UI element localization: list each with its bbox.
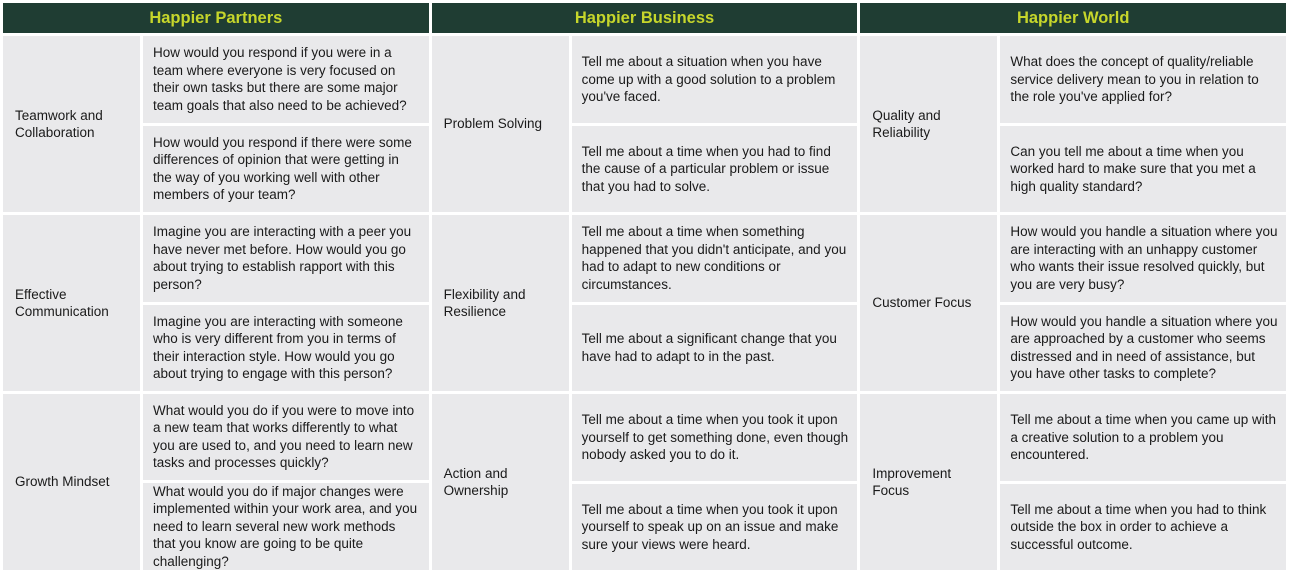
question-list <box>569 36 858 212</box>
competency-group <box>432 215 858 391</box>
question-cell: Tell me about a situation when you have come up with a good solution to a problem you've faced. <box>581 54 836 104</box>
question-cell: Tell me about a time when something happened that you didn't anticipate, and you had to adapt to new conditions or circumstances. <box>581 224 847 292</box>
competency-label: Improvement Focus <box>872 465 952 498</box>
section-happier-world <box>860 3 1286 570</box>
competency-label: Flexibility and Resilience <box>443 286 526 319</box>
section-header: Happier World <box>860 3 1286 33</box>
competency-group <box>432 394 858 570</box>
question-list <box>569 394 858 570</box>
question-cell: How would you respond if you were in a team where everyone is very focused on their own tasks but there are some major team goals that also need to be achieved? <box>153 45 407 113</box>
question-cell: Tell me about a significant change that you have had to adapt to in the past. <box>572 302 858 392</box>
question-cell: What would you do if you were to move into a new team that works differently to what you are used to, and you need to learn new tasks and processes quickly? <box>153 402 415 471</box>
question-cell: Can you tell me about a time when you worked hard to make sure that you met a high quality standard? <box>1000 123 1286 213</box>
question-cell: Tell me about a time when you took it upon yourself to speak up on an issue and make sure your views were heard. <box>572 481 858 571</box>
question-list <box>997 215 1286 391</box>
question-cell: Tell me about a time when you took it upon yourself to get something done, even though nobody asked you to do it. <box>581 412 849 462</box>
question-list <box>140 394 429 570</box>
competency-label: Quality and Reliability <box>872 107 941 140</box>
question-cell: Imagine you are interacting with a peer you have never met before. How would you go about trying to establish rapport with this person? <box>153 224 412 292</box>
question-cell: Tell me about a time when you had to find the cause of a particular problem or issue that you had to solve. <box>572 123 858 213</box>
competency-label: Effective Communication <box>15 286 109 319</box>
question-cell: What would you do if major changes were implemented within your work area, and you need to learn several new work methods that you know are going to be quite challenging? <box>143 480 429 571</box>
question-list <box>569 215 858 391</box>
question-list <box>997 394 1286 570</box>
question-cell: Tell me about a time when you had to think outside the box in order to achieve a successful outcome. <box>1000 481 1286 571</box>
competency-label: Problem Solving <box>443 116 542 132</box>
competency-label: Growth Mindset <box>15 474 110 490</box>
section-happier-partners <box>3 3 429 570</box>
question-cell: How would you respond if there were some differences of opinion that were getting in the way of you working well with other members of your team? <box>143 123 429 213</box>
question-list <box>997 36 1286 212</box>
competency-label: Action and Ownership <box>443 465 509 498</box>
question-cell: Tell me about a time when you came up with a creative solution to a problem you encountered. <box>1010 412 1276 462</box>
interview-question-table <box>3 3 1286 570</box>
competency-group <box>860 215 1286 391</box>
section-happier-business <box>432 3 858 570</box>
competency-group <box>432 36 858 212</box>
question-cell: Imagine you are interacting with someone who is very different from you in terms of their interaction style. How would you go about trying to engage with this person? <box>143 302 429 392</box>
competency-group <box>3 36 429 212</box>
section-header: Happier Partners <box>3 3 429 33</box>
section-header: Happier Business <box>432 3 858 33</box>
competency-label: Customer Focus <box>872 295 972 311</box>
competency-label: Teamwork and Collaboration <box>15 107 103 140</box>
question-cell: How would you handle a situation where you are approached by a customer who seems distressed and in need of assistance, but you have other tasks to complete? <box>1000 302 1286 392</box>
question-cell: What does the concept of quality/reliable service delivery mean to you in relation to the role you've applied for? <box>1010 54 1259 104</box>
competency-group <box>860 36 1286 212</box>
competency-group <box>860 394 1286 570</box>
competency-group <box>3 394 429 570</box>
question-list <box>140 215 429 391</box>
question-list <box>140 36 429 212</box>
competency-group <box>3 215 429 391</box>
question-cell: How would you handle a situation where you are interacting with an unhappy customer who wants their issue resolved quickly, but you are very busy? <box>1010 224 1278 292</box>
